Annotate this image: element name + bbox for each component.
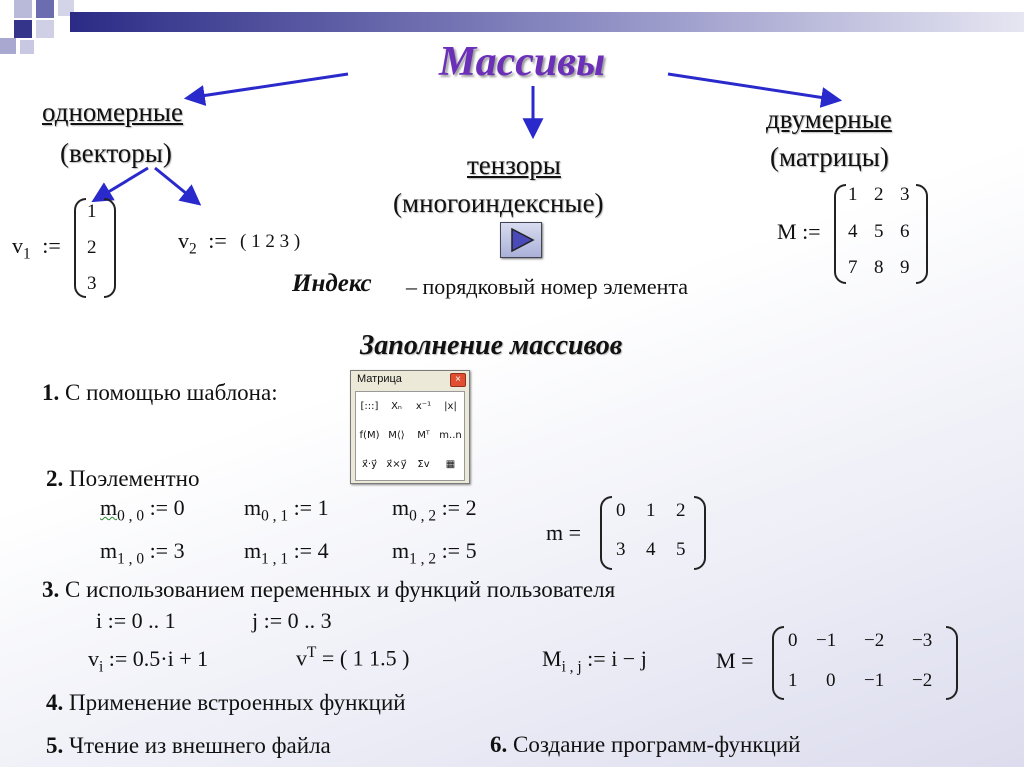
v-definition: $v_i$ := 0.5·i + 1 <box>88 646 209 676</box>
m-big-cell: −1 <box>864 670 885 691</box>
m-big-cell: 0 <box>826 670 836 691</box>
arrow-to-v1 <box>95 168 148 200</box>
m-big-cell: 1 <box>788 670 798 691</box>
element-assignment: $m_{0 , 0}$ := 0 <box>100 495 185 525</box>
m-example-cell: 8 <box>874 257 884 278</box>
slide-title: Массивы <box>438 39 606 85</box>
matrix-toolbar <box>350 370 470 484</box>
category-two-dim-sub: (матрицы) <box>770 142 889 172</box>
vectorize-button[interactable]: f(M) <box>359 430 380 441</box>
m-result-left-paren <box>600 496 612 570</box>
transpose-button[interactable]: Mᵀ <box>417 430 430 441</box>
m-big-cell: −3 <box>912 630 933 651</box>
v1-left-paren <box>74 198 86 298</box>
v1-elem: 1 <box>87 201 97 222</box>
toolbar-buttons <box>355 391 465 481</box>
inverse-button[interactable]: x⁻¹ <box>415 401 432 412</box>
i-range: i := 0 .. 1 <box>96 608 176 633</box>
m-big-result-label: M = <box>716 648 754 673</box>
category-tensors-sub: (многоиндексные) <box>393 188 604 218</box>
m-result-cell: 5 <box>676 539 686 560</box>
j-range: j := 0 .. 3 <box>252 608 332 633</box>
v1-label: $v_1$ := <box>12 233 61 263</box>
v-transpose: $v^T$ = ( 1 1.5 ) <box>296 644 410 671</box>
m-big-cell: −2 <box>864 630 885 651</box>
m-example-left-paren <box>834 184 846 284</box>
category-one-dim: одномерные <box>42 97 184 127</box>
v1-elem: 3 <box>87 273 97 294</box>
arrow-to-two-dim <box>668 74 838 100</box>
method-2: 2. Поэлементно <box>46 466 200 491</box>
toolbar-close-button[interactable]: × <box>450 373 466 387</box>
m-example-cell: 4 <box>848 221 858 242</box>
dot-product-button[interactable]: x⃗·y⃗ <box>361 459 377 470</box>
v2-values: ( 1 2 3 ) <box>240 231 301 252</box>
m-example-cell: 7 <box>848 257 858 278</box>
arrow-to-one-dim <box>188 74 348 98</box>
matrix-template-button[interactable]: [:::] <box>360 401 379 412</box>
method-4: 4. Применение встроенных функций <box>46 690 406 715</box>
method-6: 6. Создание программ-функций <box>490 732 801 757</box>
arrow-to-v2 <box>155 168 198 203</box>
element-assignment: $m_{1 , 2}$ := 5 <box>392 538 477 568</box>
m-result-cell: 3 <box>616 539 626 560</box>
v1-elem: 2 <box>87 237 97 258</box>
element-assignment: $m_{1 , 0}$ := 3 <box>100 538 185 568</box>
picture-button[interactable]: ▦ <box>445 459 456 470</box>
element-assignment: $m_{0 , 1}$ := 1 <box>244 495 329 525</box>
m-big-cell: 0 <box>788 630 798 651</box>
v2-label: $v_2$ := <box>178 228 227 258</box>
m-example-cell: 2 <box>874 184 884 205</box>
m-result-cell: 0 <box>616 500 626 521</box>
vector-sum-button[interactable]: Σv <box>417 459 430 470</box>
element-assignment: $m_{1 , 1}$ := 4 <box>244 538 329 568</box>
range-button[interactable]: m..n <box>439 430 462 441</box>
cross-product-button[interactable]: x⃗×y⃗ <box>386 459 407 470</box>
m-big-right-paren <box>946 626 958 700</box>
category-two-dim: двумерные <box>766 104 892 134</box>
m-example-cell: 3 <box>900 184 910 205</box>
index-term: Индекс <box>292 270 372 297</box>
element-assignment: $m_{0 , 2}$ := 2 <box>392 495 477 525</box>
m-example-cell: 6 <box>900 221 910 242</box>
subscript-button[interactable]: Xₙ <box>391 401 402 412</box>
play-icon <box>501 223 541 257</box>
method-1: 1. С помощью шаблона: <box>42 380 278 405</box>
m-big-left-paren <box>772 626 784 700</box>
m-example-cell: 1 <box>848 184 858 205</box>
determinant-button[interactable]: |x| <box>444 401 457 412</box>
v1-right-paren <box>104 198 116 298</box>
m-example-label: M := <box>777 219 821 244</box>
m-result-right-paren <box>694 496 706 570</box>
m-example-cell: 9 <box>900 257 910 278</box>
m-result-label: m = <box>546 520 582 545</box>
m-definition: $M_{i , j}$ := i − j <box>542 646 647 676</box>
m-example-cell: 5 <box>874 221 884 242</box>
toolbar-title: Матрица <box>351 371 469 387</box>
m-big-cell: −1 <box>816 630 837 651</box>
m-result-cell: 2 <box>676 500 686 521</box>
category-tensors: тензоры <box>467 150 561 180</box>
method-5: 5. Чтение из внешнего файла <box>46 733 331 758</box>
m-result-cell: 1 <box>646 500 656 521</box>
play-button[interactable] <box>500 222 542 258</box>
filling-heading: Заполнение массивов <box>360 330 623 361</box>
method-3: 3. С использованием переменных и функций пользователя <box>42 577 616 602</box>
category-one-dim-sub: (векторы) <box>60 138 172 168</box>
m-big-cell: −2 <box>912 670 933 691</box>
index-definition: – порядковый номер элемента <box>406 274 689 299</box>
m-example-right-paren <box>916 184 928 284</box>
m-result-cell: 4 <box>646 539 656 560</box>
column-button[interactable]: M⟨⟩ <box>388 430 405 441</box>
